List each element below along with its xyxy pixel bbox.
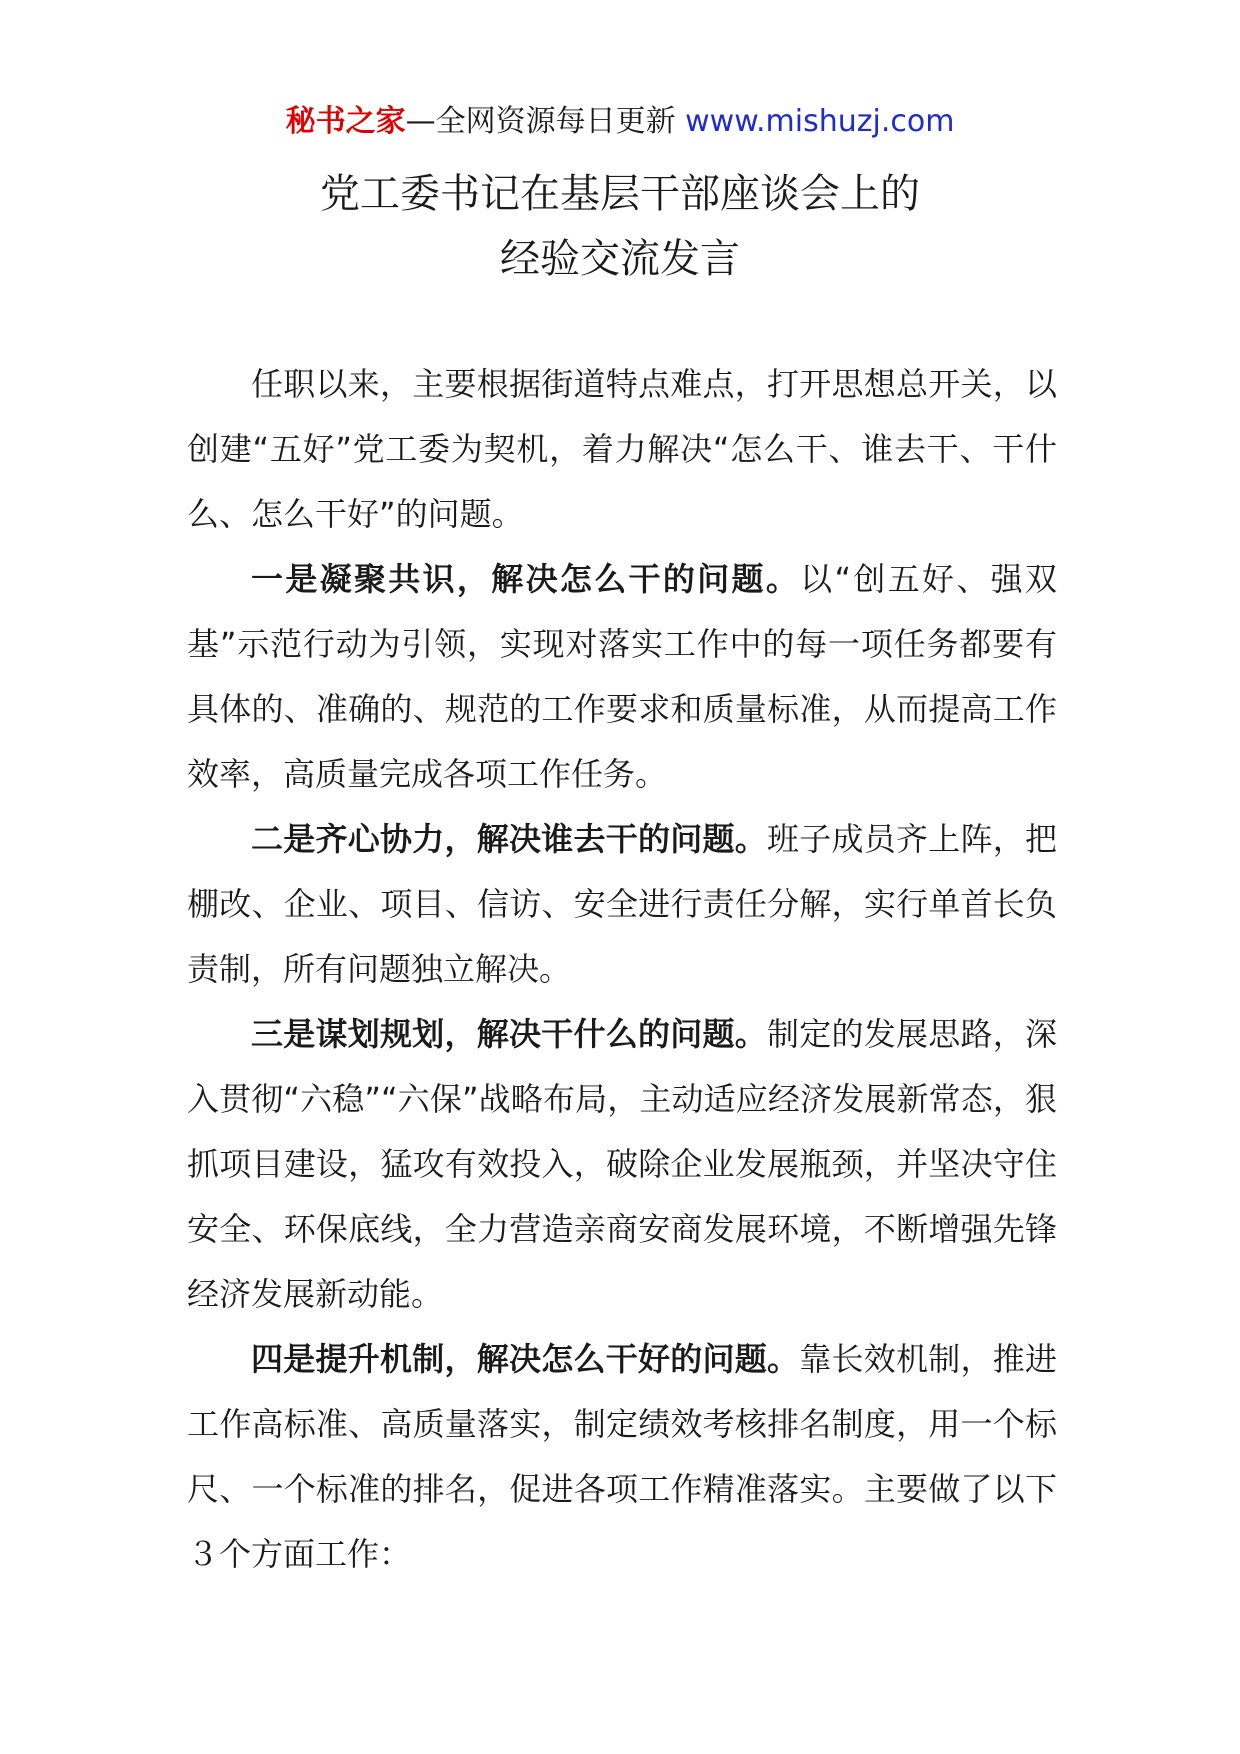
paragraph-point-1 [187, 547, 1057, 807]
paragraph-heading: 一是凝聚共识，解决怎么干的问题。 [251, 560, 801, 598]
paragraph-point-3 [187, 1002, 1057, 1327]
paragraph-text: 班子成员齐上阵，把棚改、企业、项目、信访、安全进行责任分解，实行单首长负责制，所有问题独立解决。 [187, 820, 1057, 988]
document-title-line-2: 经验交流发言 [500, 236, 740, 282]
brand-name: 秘书之家 [285, 104, 406, 139]
paragraph-intro [187, 352, 1057, 547]
paragraph-text: 任职以来，主要根据街道特点难点，打开思想总开关，以创建“五好”党工委为契机，着力解决“怎么干、谁去干、干什么、怎么干好”的问题。 [187, 365, 1057, 533]
document-body [187, 352, 1057, 1587]
closing-text: 主要做了以下３个方面工作： [187, 1470, 1057, 1573]
header-slogan: —全网资源每日更新 [405, 104, 686, 139]
site-header [0, 100, 1240, 144]
paragraph-text: 靠长效机制，推进工作高标准、高质量落实，制定绩效考核排名制度，用一个标尺、一个标准的排名，促进各项工作精准落实。 [187, 1340, 1057, 1508]
paragraph-point-2 [187, 807, 1057, 1002]
document-title-line-1: 党工委书记在基层干部座谈会上的 [320, 171, 920, 217]
paragraph-heading: 二是齐心协力，解决谁去干的问题。 [251, 820, 767, 858]
paragraph-text: 以“创五好、强双基”示范行动为引领，实现对落实工作中的每一项任务都要有具体的、准确的、规范的工作要求和质量标准，从而提高工作效率，高质量完成各项工作任务。 [187, 560, 1057, 793]
paragraph-heading: 四是提升机制，解决怎么干好的问题。 [251, 1340, 800, 1378]
paragraph-point-4 [187, 1327, 1057, 1587]
site-url-link[interactable]: www.mishuzj.com [685, 104, 955, 139]
paragraph-text: 制定的发展思路，深入贯彻“六稳”“六保”战略布局，主动适应经济发展新常态，狠抓项目建设，猛攻有效投入，破除企业发展瓶颈，并坚决守住安全、环保底线，全力营造亲商安商发展环境，不断增强先锋经济发展新动能。 [187, 1015, 1057, 1313]
paragraph-heading: 三是谋划规划，解决干什么的问题。 [251, 1015, 767, 1053]
